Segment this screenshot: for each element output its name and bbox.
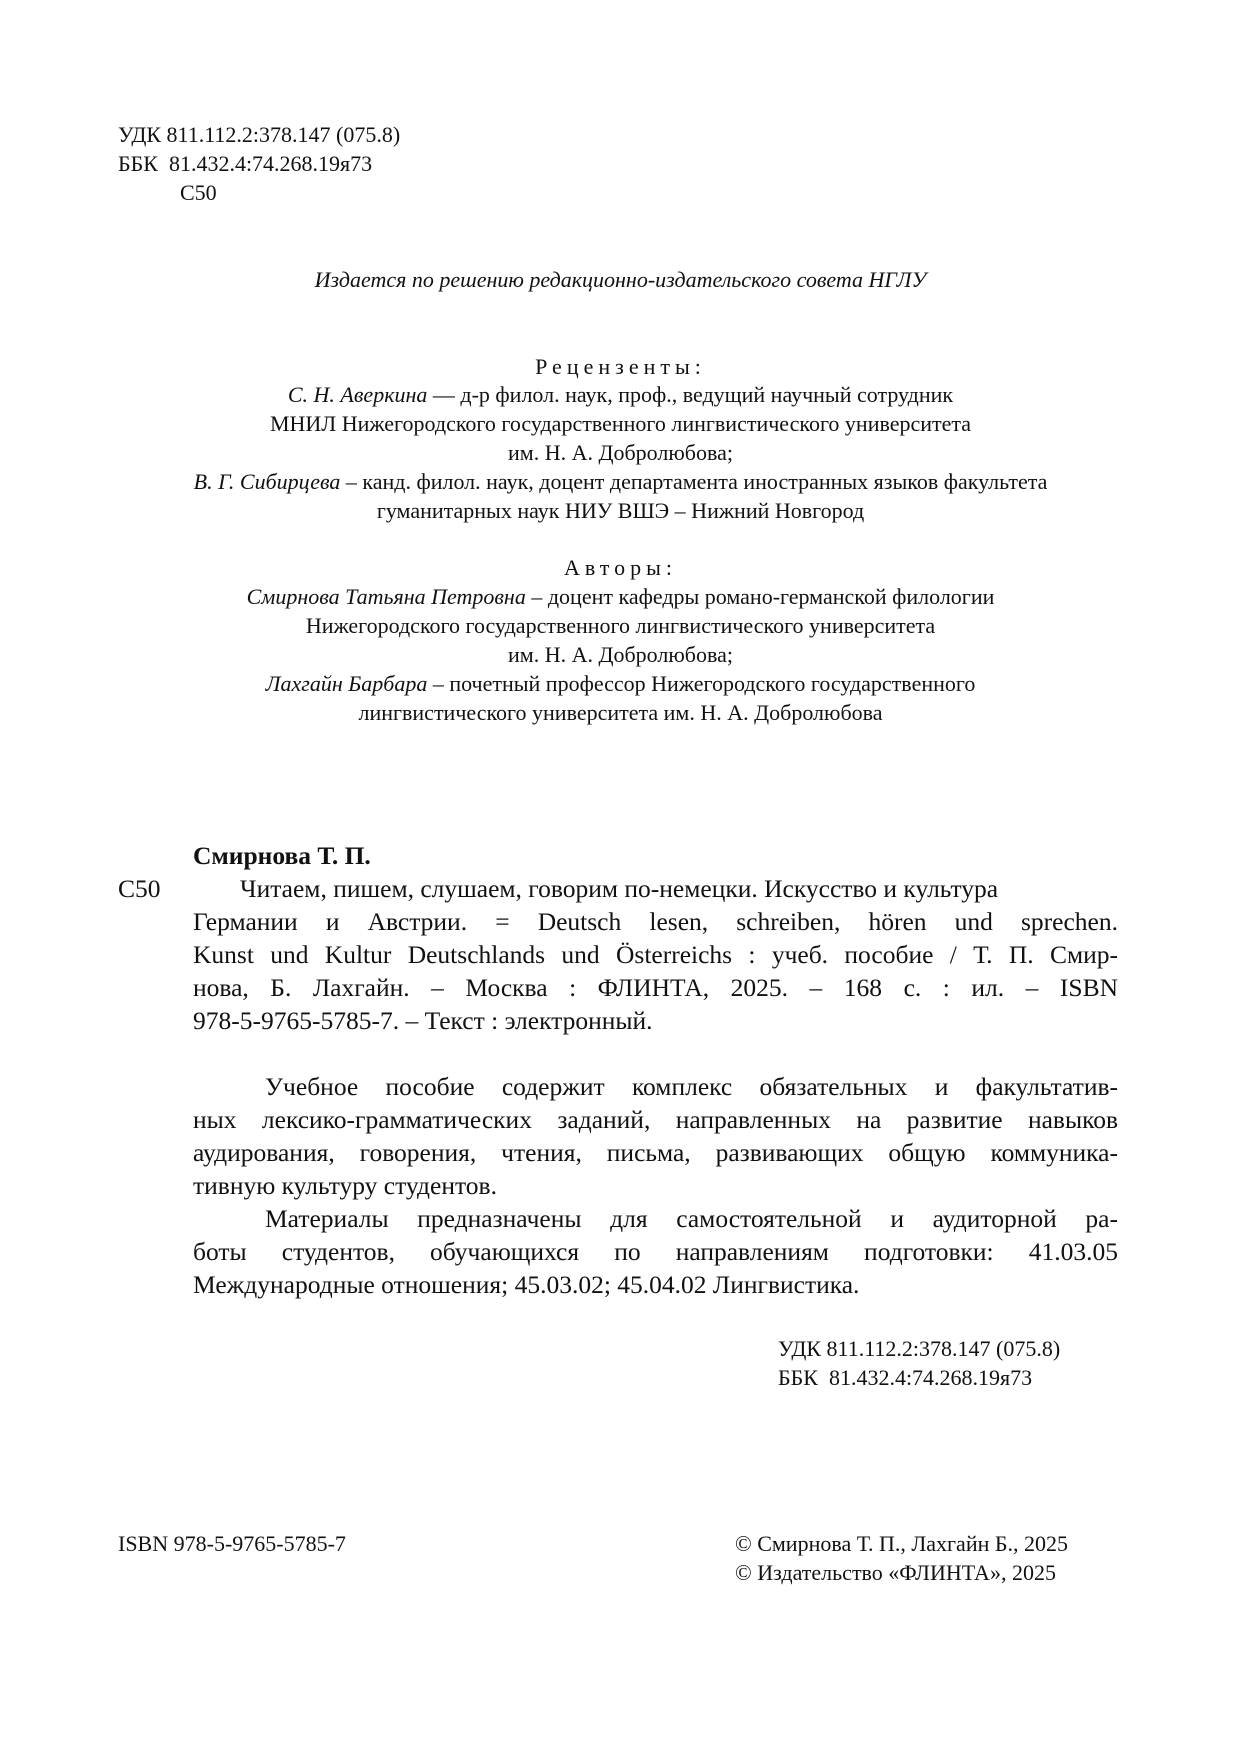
author-1-name: Смирнова Татьяна Петровна: [246, 584, 526, 609]
author-1-line-2: Нижегородского государственного лингвистического университета: [305, 613, 936, 638]
author-2-line-2: лингвистического университета им. Н. А. Добролюбова: [358, 700, 883, 725]
author-2-line-1: [0, 669, 1241, 698]
entry-cutter: С50: [118, 874, 161, 903]
reviewers-heading: Рецензенты:: [535, 354, 706, 379]
reviewer-2-title: – канд. филол. наук, доцент департамента иностранных языков факультета: [340, 469, 1048, 494]
copyright-publisher: © Издательство «ФЛИНТА», 2025: [735, 1560, 1056, 1585]
author-2-name: Лахгайн Барбара: [265, 671, 428, 696]
udk-code: УДК 811.112.2:378.147 (075.8): [118, 122, 401, 147]
author-2-title: – почетный профессор Нижегородского государственного: [427, 671, 976, 696]
annotation-p2-line-3: Международные отношения; 45.03.02; 45.04.02 Лингвистика.: [193, 1270, 860, 1299]
publication-note: Издается по решению редакционно-издательского совета НГЛУ: [314, 267, 927, 292]
reviewer-1-name: С. Н. Аверкина: [287, 382, 428, 407]
isbn: ISBN 978-5-9765-5785-7: [118, 1531, 346, 1556]
reviewer-2-line-1: [0, 467, 1241, 496]
entry-line-5: 978-5-9765-5785-7. – Текст : электронный.: [193, 1006, 653, 1035]
entry-line-4: нова, Б. Лахгайн. – Москва : ФЛИНТА, 2025. – 168 с. : ил. – ISBN: [193, 973, 1118, 1002]
bbk-code: ББК 81.432.4:74.268.19я73: [118, 151, 373, 176]
annotation-p1-line-2: ных лексико-грамматических заданий, направленных на развитие навыков: [193, 1105, 1118, 1134]
entry-line-2: Германии и Австрии. = Deutsch lesen, schreiben, hören und sprechen.: [193, 907, 1118, 936]
annotation-p1-line-1: Учебное пособие содержит комплекс обязательных и факультатив-: [265, 1072, 1118, 1101]
annotation-p2-line-2: боты студентов, обучающихся по направлениям подготовки: 41.03.05: [193, 1237, 1118, 1266]
cutter-code: С50: [180, 180, 217, 205]
entry-line-1: Читаем, пишем, слушаем, говорим по-немецки. Искусство и культура: [240, 874, 999, 903]
entry-author-heading: Смирнова Т. П.: [193, 841, 371, 870]
entry-line-3: Kunst und Kultur Deutschlands und Österreichs : учеб. пособие / Т. П. Смир-: [193, 940, 1118, 969]
author-1-line-1: [0, 582, 1241, 611]
annotation-p1-line-4: тивную культуру студентов.: [193, 1171, 497, 1200]
annotation-p2-line-1: Материалы предназначены для самостоятельной и аудиторной ра-: [265, 1204, 1118, 1233]
bottom-udk-code: УДК 811.112.2:378.147 (075.8): [778, 1336, 1061, 1361]
reviewer-1-line-1: [0, 380, 1241, 409]
bottom-bbk-code: ББК 81.432.4:74.268.19я73: [778, 1365, 1033, 1390]
reviewer-1-line-3: им. Н. А. Добролюбова;: [508, 440, 733, 465]
reviewer-1-line-2: МНИЛ Нижегородского государственного лингвистического университета: [269, 411, 972, 436]
author-1-line-3: им. Н. А. Добролюбова;: [508, 642, 733, 667]
annotation-p1-line-3: аудирования, говорения, чтения, письма, развивающих общую коммуника-: [193, 1138, 1118, 1167]
reviewer-1-title: — д-р филол. наук, проф., ведущий научный сотрудник: [427, 382, 954, 407]
author-1-title: – доцент кафедры романо-германской филологии: [525, 584, 995, 609]
authors-heading: Авторы:: [564, 555, 677, 580]
reviewer-2-line-2: гуманитарных наук НИУ ВШЭ – Нижний Новгород: [376, 498, 865, 523]
reviewer-2-name: В. Г. Сибирцева: [193, 469, 341, 494]
copyright-authors: © Смирнова Т. П., Лахгайн Б., 2025: [735, 1531, 1068, 1556]
